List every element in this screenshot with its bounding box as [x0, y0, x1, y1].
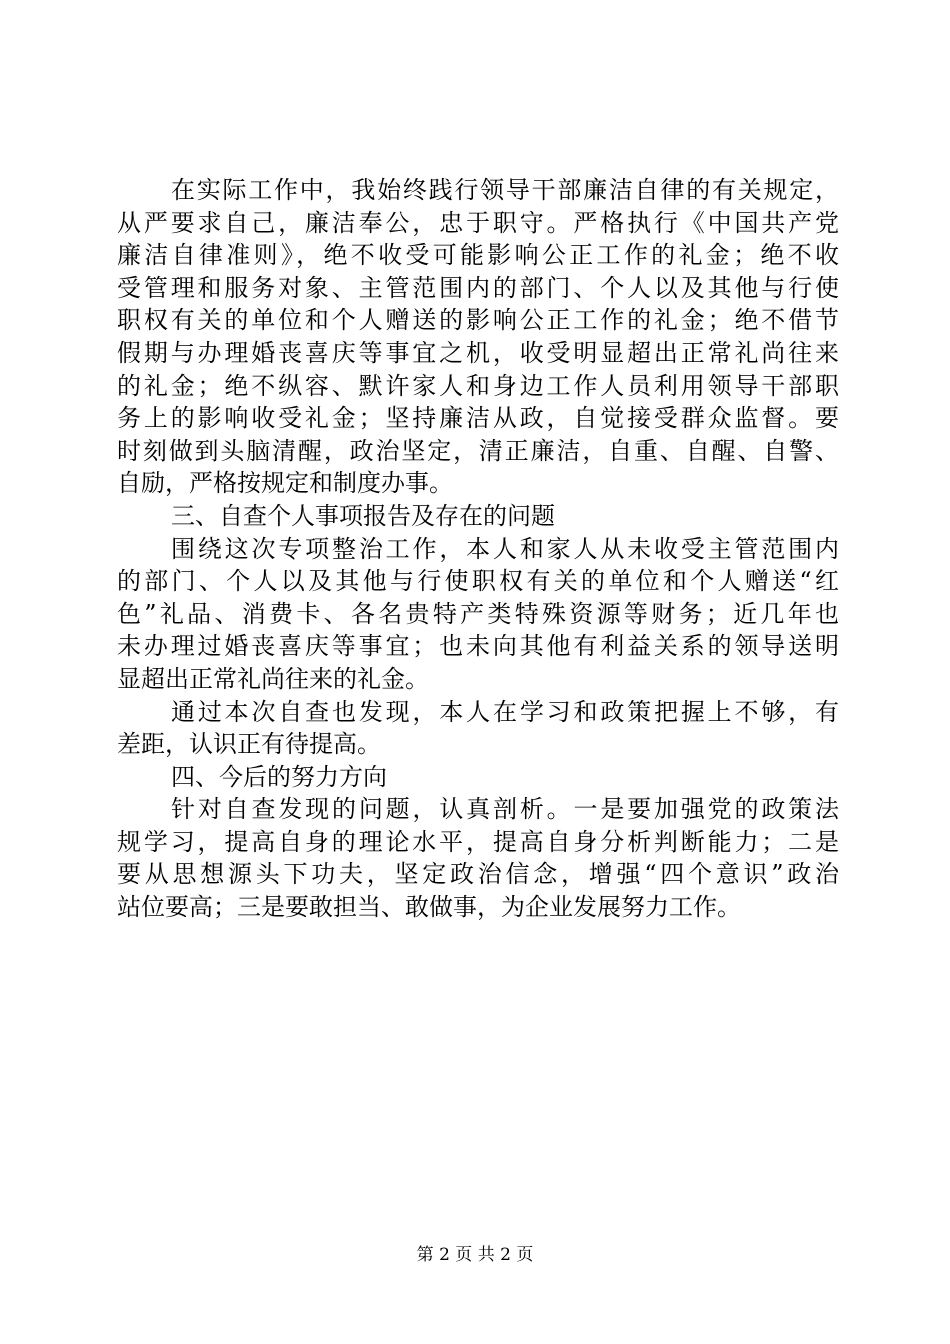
paragraph-2-line-1: 围绕这次专项整治工作，本人和家人从未收受主管范围内: [171, 534, 839, 563]
paragraph-2-line-5: 显超出正常礼尚往来的礼金。: [117, 664, 429, 693]
paragraph-1-line-2: 从严要求自己，廉洁奉公，忠于职守。严格执行《中国共产党: [117, 208, 839, 237]
paragraph-1-line-4: 受管理和服务对象、主管范围内的部门、个人以及其他与行使: [117, 273, 839, 302]
paragraph-4-line-1: 针对自查发现的问题，认真剖析。一是要加强党的政策法: [171, 795, 839, 824]
paragraph-4-line-4: 站位要高；三是要敢担当、敢做事，为企业发展努力工作。: [117, 893, 741, 922]
paragraph-1-line-9: 时刻做到头脑清醒，政治坚定，清正廉洁，自重、自醒、自警、: [117, 436, 839, 465]
page-number-footer: 第 2 页 共 2 页: [416, 1245, 534, 1265]
section-heading-4: 四、今后的努力方向: [171, 762, 387, 791]
paragraph-4-line-3: 要从思想源头下功夫，坚定政治信念，增强“四个意识”政治: [117, 860, 839, 889]
paragraph-1-line-6: 假期与办理婚丧喜庆等事宜之机，收受明显超出正常礼尚往来: [117, 338, 839, 367]
paragraph-1-line-5: 职权有关的单位和个人赠送的影响公正工作的礼金；绝不借节: [117, 306, 839, 335]
paragraph-2-line-2: 的部门、个人以及其他与行使职权有关的单位和个人赠送“红: [117, 567, 839, 596]
paragraph-1-line-10: 自励，严格按规定和制度办事。: [117, 469, 453, 498]
document-body: [117, 174, 839, 924]
section-heading-3: 三、自查个人事项报告及存在的问题: [171, 501, 555, 530]
paragraph-1-line-8: 务上的影响收受礼金；坚持廉洁从政，自觉接受群众监督。要: [117, 404, 839, 433]
paragraph-3-line-2: 差距，认识正有待提高。: [117, 730, 381, 759]
paragraph-1-line-1: 在实际工作中，我始终践行领导干部廉洁自律的有关规定，: [171, 176, 839, 204]
paragraph-2-line-4: 未办理过婚丧喜庆等事宜；也未向其他有利益关系的领导送明: [117, 632, 839, 661]
paragraph-1-line-3: 廉洁自律准则》，绝不收受可能影响公正工作的礼金；绝不收: [117, 241, 839, 270]
paragraph-2-line-3: 色”礼品、消费卡、各名贵特产类特殊资源等财务；近几年也: [117, 599, 839, 628]
paragraph-3-line-1: 通过本次自查也发现，本人在学习和政策把握上不够，有: [171, 697, 839, 726]
paragraph-1-line-7: 的礼金；绝不纵容、默许家人和身边工作人员利用领导干部职: [117, 371, 839, 400]
paragraph-4-line-2: 规学习，提高自身的理论水平，提高自身分析判断能力；二是: [117, 827, 839, 856]
